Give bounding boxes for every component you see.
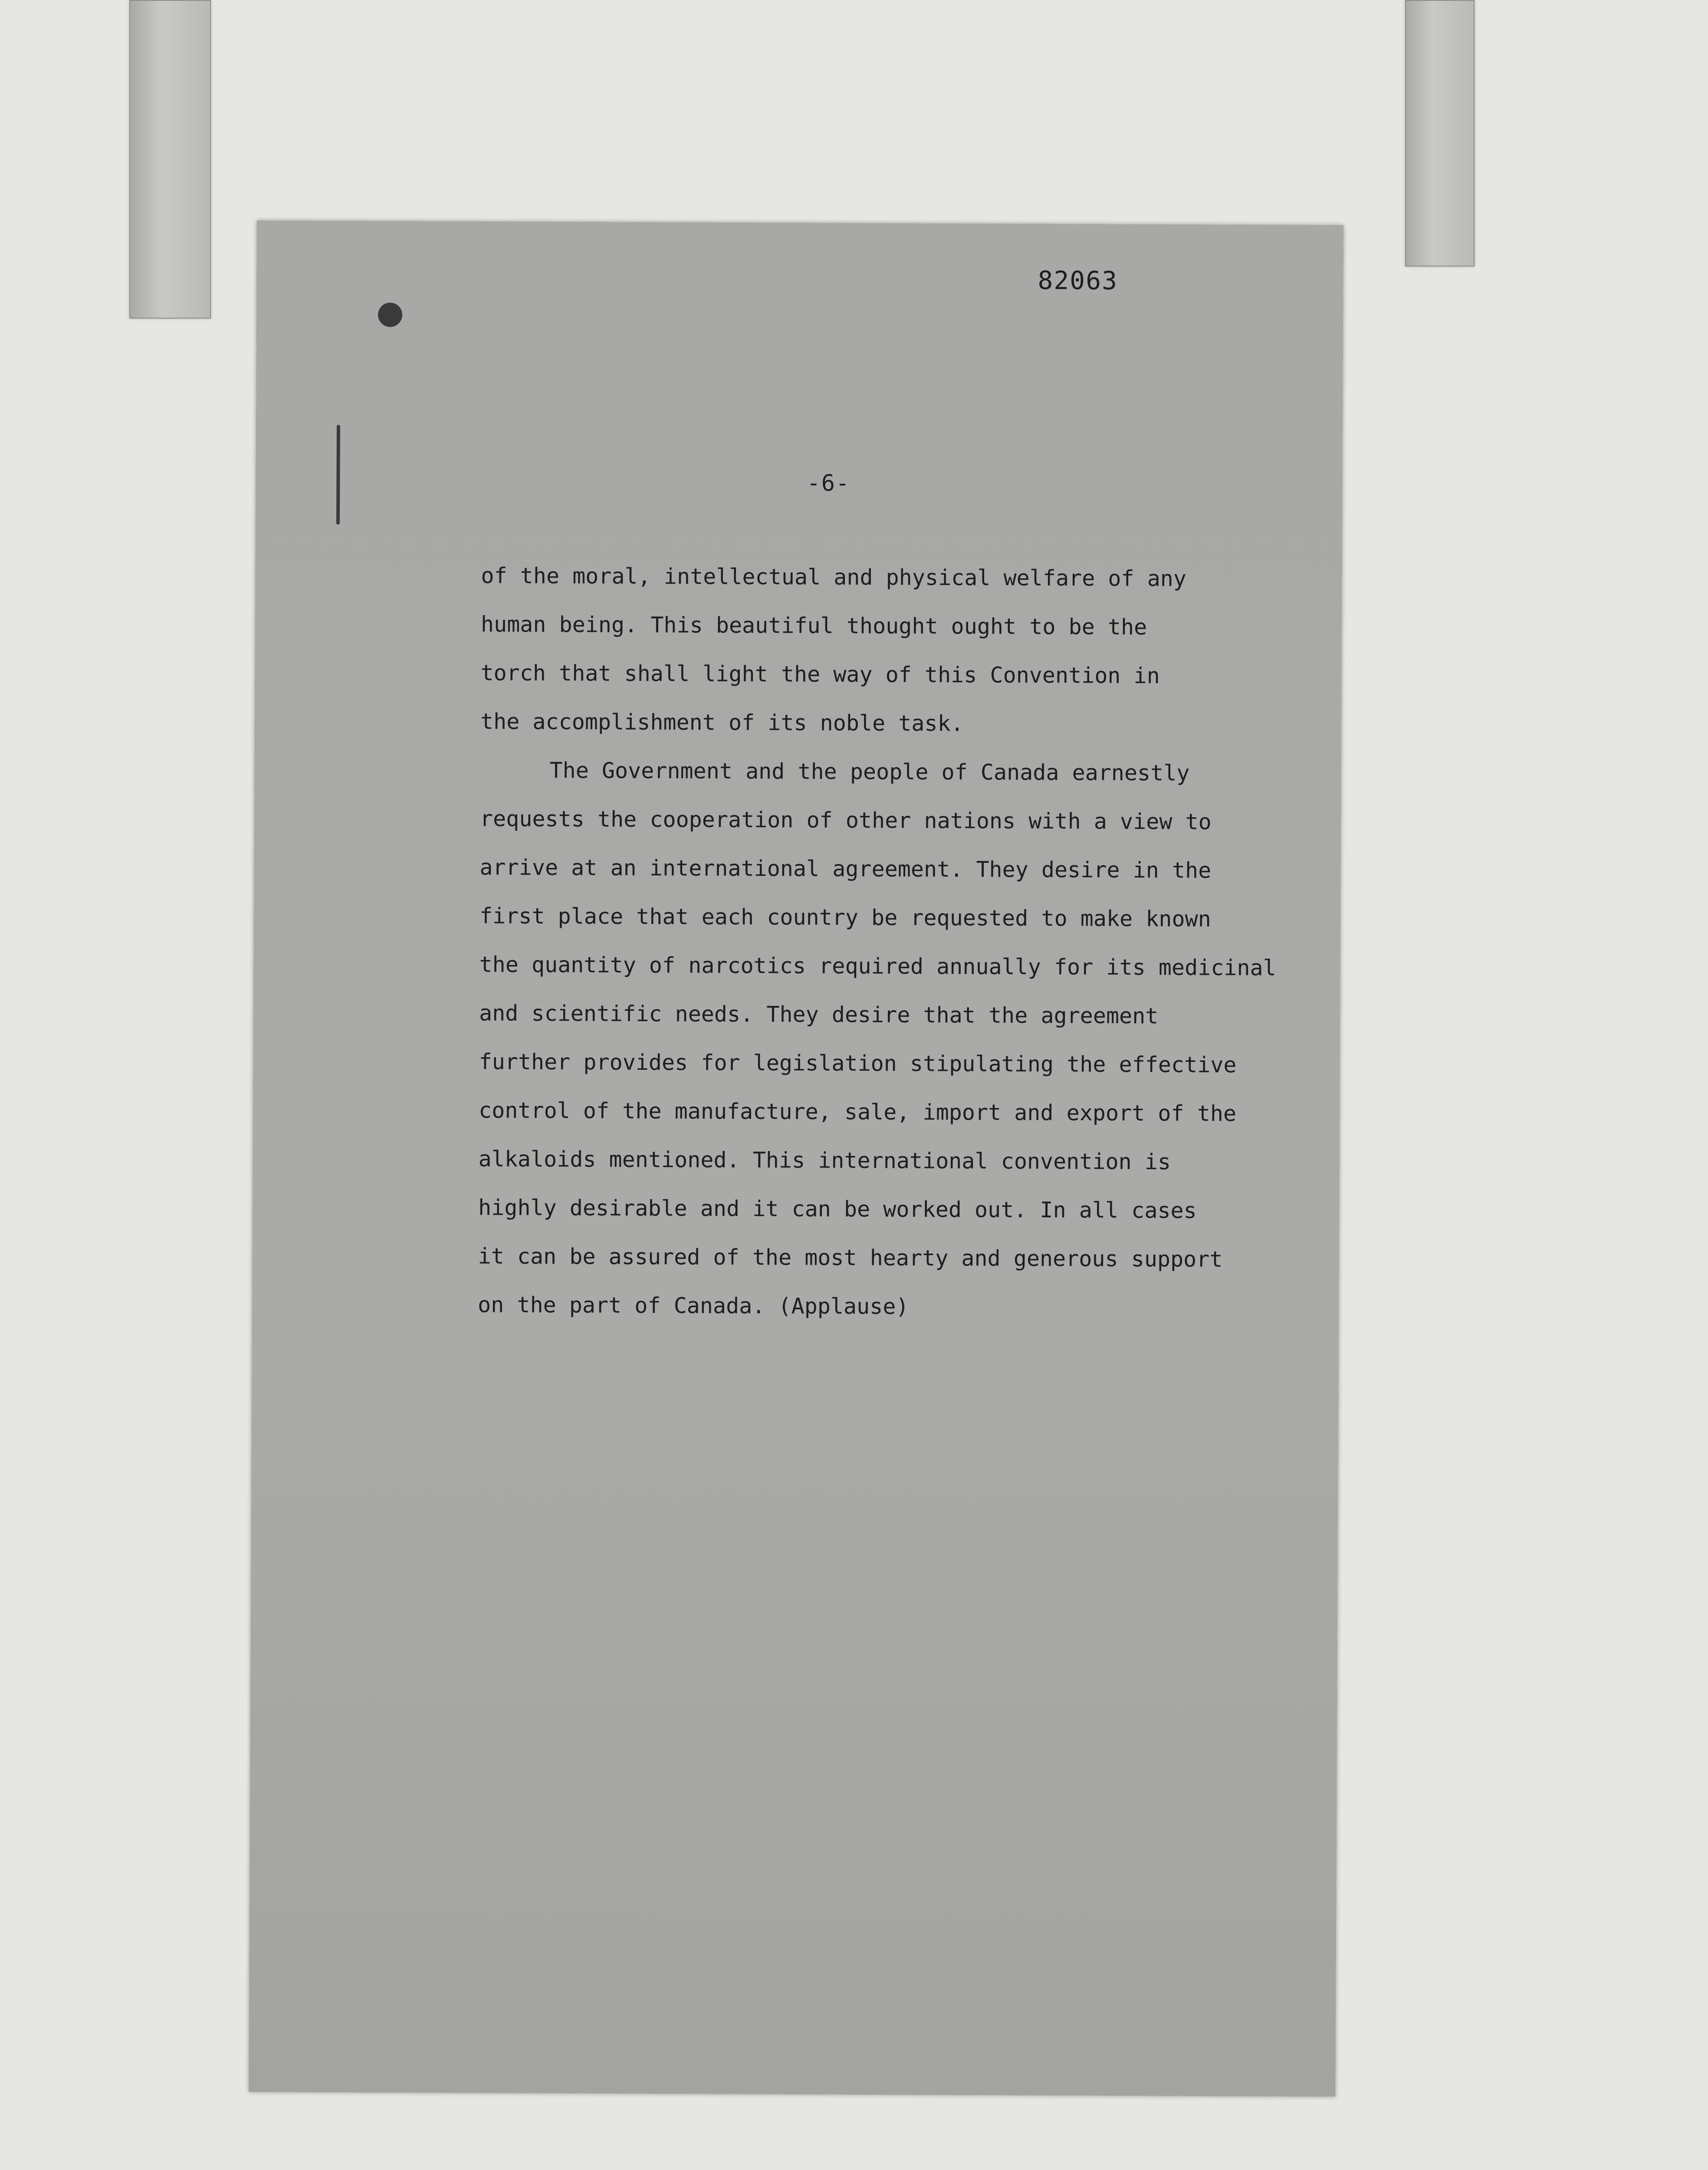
margin-mark (336, 425, 340, 525)
tape-top-right (1405, 0, 1475, 266)
paragraph-1: of the moral, intellectual and physical welfare of any human being. This beautiful thought ought to be the torch that shall light the way of this Convention in the accomplishment of its noble task. (480, 563, 1187, 736)
document-number: 82063 (1038, 265, 1118, 296)
tape-top-left (129, 0, 211, 319)
document-page (249, 220, 1343, 2097)
punch-hole (378, 302, 402, 327)
paragraph-2: The Government and the people of Canada earnestly requests the cooperation of other nations with a view to arrive at an international agreement. They desire in the first place that each country be requested to make known the quantity of narcotics required annually for its medicinal and scientific needs. They desire that the agreement further provides for legislation stipulating the effective control of the manufacture, sale, import and export of the alkaloids mentioned. This international convention is highly desirable and it can be worked out. In all cases it can be assured of the most hearty and generous support on the part of Canada. (Applause) (477, 757, 1276, 1319)
page-marker: -6- (807, 470, 851, 496)
body-text (478, 551, 1306, 1332)
